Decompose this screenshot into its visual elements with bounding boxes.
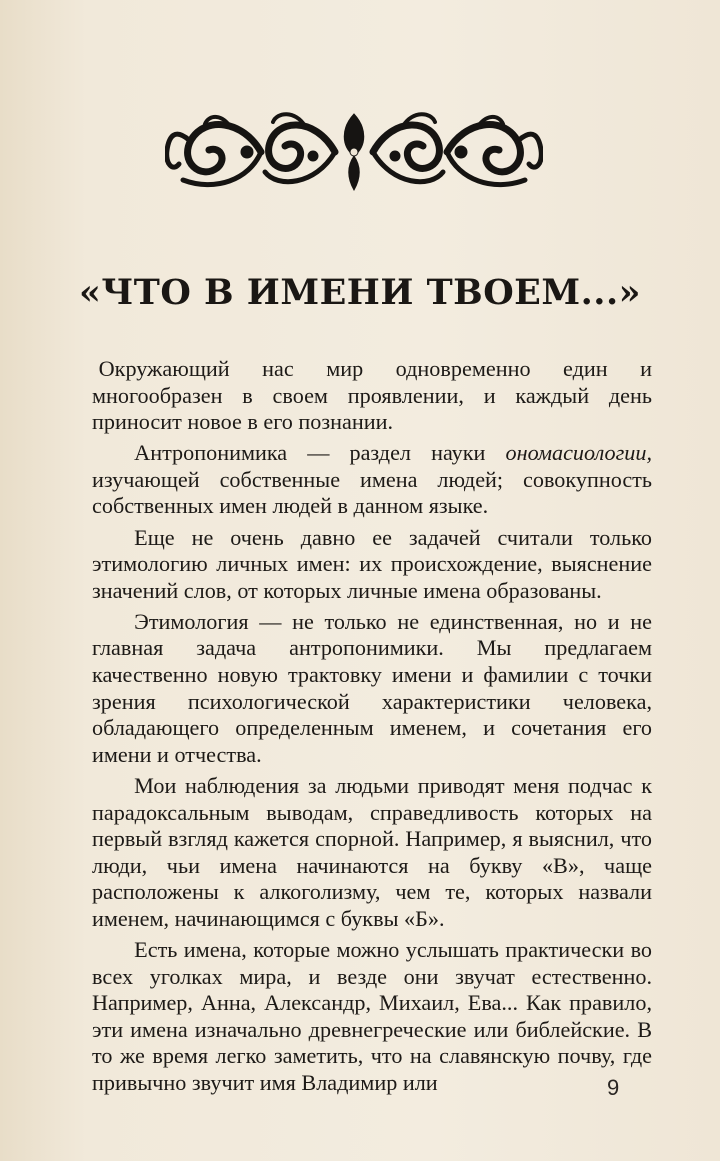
floral-scroll-ornament-icon (165, 106, 543, 198)
paragraph: Мои наблюдения за людьми приводят меня подчас к парадоксальным выводам, справедливость которых на первый взгляд кажется спорной. Например, я выяснил, что люди, чьи имена начинаются на букву «В», чаще расположены к алкоголизму, чем те, которых назвали именем, начинающимся с буквы «Б». (92, 772, 652, 931)
paragraph: Еще не очень давно ее задачей считали только этимологию личных имен: их происхождение, выяснение значений слов, от которых личные имена образованы. (92, 524, 652, 603)
chapter-title: «ЧТО В ИМЕНИ ТВОЕМ...» (78, 272, 642, 313)
paragraph: Этимология — не только не единственная, но и не главная задача антропонимики. Мы предлагаем качественно новую трактовку имени и фамилии с точки зрения психологической характеристики человека, обладающего определенным именем, и сочетания его имени и отчества. (92, 608, 652, 767)
paragraph-text: Антропонимика — раздел науки (134, 440, 506, 466)
paragraph-text: изучающей собственные имена людей; совокупность собственных имен людей в данном языке. (92, 466, 652, 519)
paragraph (92, 440, 652, 520)
chapter-body (92, 356, 652, 1101)
paragraph: Есть имена, которые можно услышать практически во всех уголках мира, и везде они звучат естественно. Например, Анна, Александр, Михаил, Ева... Как правило, эти имена изначально древнегреческие или библейские. В то же время легко заметить, что на славянскую почву, где привычно звучит имя Владимир или (92, 936, 652, 1095)
paragraph: Окружающий нас мир одновременно един и многообразен в своем проявлении, и каждый день приносит новое в его познании. (92, 356, 652, 435)
page-number: 9 (607, 1075, 620, 1100)
italic-term: ономасиологии, (505, 440, 652, 466)
